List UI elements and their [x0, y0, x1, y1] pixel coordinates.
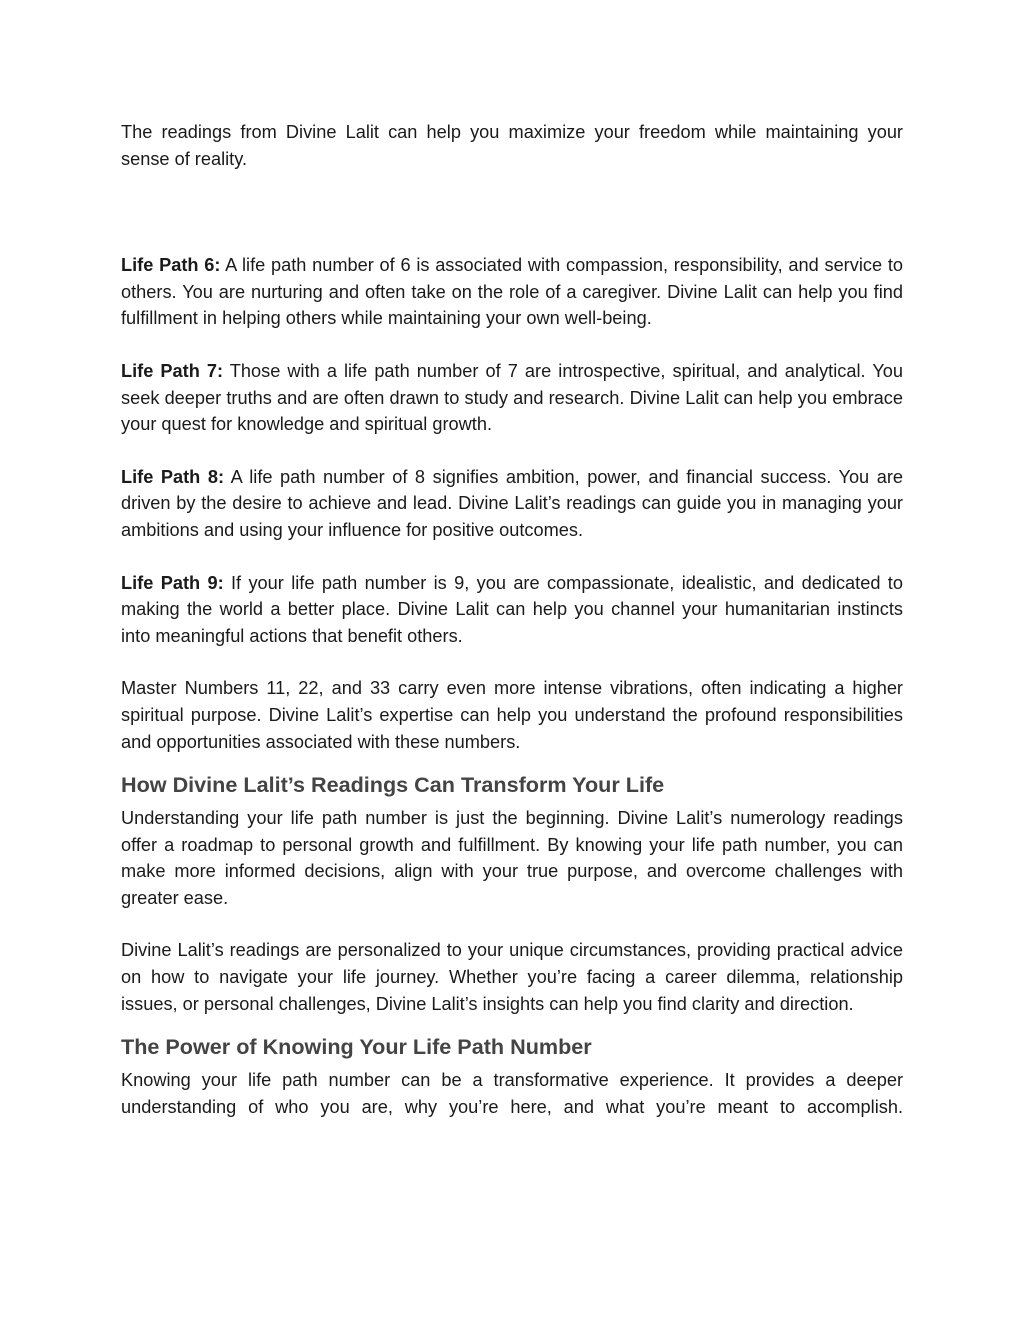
power-paragraph-1: Knowing your life path number can be a transformative experience. It provides a deeper understanding of who you are, why you’re here, and what you’re meant to accomplish.: [121, 1070, 903, 1117]
spacer: [121, 438, 903, 464]
life-path-6-text: A life path number of 6 is associated with compassion, responsibility, and service to others. You are nurturing and often take on the role of a caregiver. Divine Lalit can help you find fulfillment in helping others while maintaining your own well-being.: [121, 255, 903, 329]
life-path-7-label: Life Path 7:: [121, 360, 224, 381]
life-path-7-text: Those with a life path number of 7 are introspective, spiritual, and analytical. You seek deeper truths and are often drawn to study and research. Divine Lalit can help you embrace your quest for knowledge and spiritual growth.: [121, 360, 904, 435]
transform-paragraph-2: Divine Lalit’s readings are personalized to your unique circumstances, providing practical advice on how to navigate your life journey. Whether you’re facing a career dilemma, relationship issues, or personal challenges, Divine Lalit’s insights can help you find clarity and direction.: [121, 940, 903, 1014]
life-path-9-text: If your life path number is 9, you are compassionate, idealistic, and dedicated to making the world a better place. Divine Lalit can help you channel your humanitarian instincts into meaningful actions that benefit others.: [121, 572, 903, 646]
section-heading-transform: How Divine Lalit’s Readings Can Transform Your Life: [121, 772, 665, 798]
spacer: [121, 172, 903, 252]
spacer: [121, 332, 903, 358]
master-numbers-paragraph: Master Numbers 11, 22, and 33 carry even more intense vibrations, often indicating a higher spiritual purpose. Divine Lalit’s expertise can help you understand the profound responsibilities and opportunities associated with these numbers.: [121, 678, 903, 752]
life-path-8-text: A life path number of 8 signifies ambition, power, and financial success. You are driven by the desire to achieve and lead. Divine Lalit’s readings can guide you in managing your ambitions and using your influence for positive outcomes.: [121, 466, 904, 540]
spacer: [121, 755, 903, 771]
transform-paragraph-1: Understanding your life path number is just the beginning. Divine Lalit’s numerology readings offer a roadmap to personal growth and fulfillment. By knowing your life path number, you can make more informed decisions, align with your true purpose, and overcome challenges with greater ease.: [121, 808, 903, 908]
spacer: [121, 1017, 903, 1033]
spacer: [121, 911, 903, 937]
life-path-9-label: Life Path 9:: [121, 572, 224, 593]
spacer: [121, 544, 903, 570]
section-heading-power: The Power of Knowing Your Life Path Number: [121, 1034, 592, 1060]
life-path-9-paragraph: [121, 570, 903, 650]
life-path-6-paragraph: [121, 252, 903, 332]
life-path-8-label: Life Path 8:: [121, 466, 225, 487]
intro-paragraph: The readings from Divine Lalit can help you maximize your freedom while maintaining your sense of reality.: [121, 122, 903, 169]
life-path-6-label: Life Path 6:: [121, 255, 221, 276]
spacer: [121, 649, 903, 675]
life-path-7-paragraph: [121, 358, 903, 438]
life-path-8-paragraph: [121, 464, 903, 544]
document-page: [121, 119, 903, 1120]
